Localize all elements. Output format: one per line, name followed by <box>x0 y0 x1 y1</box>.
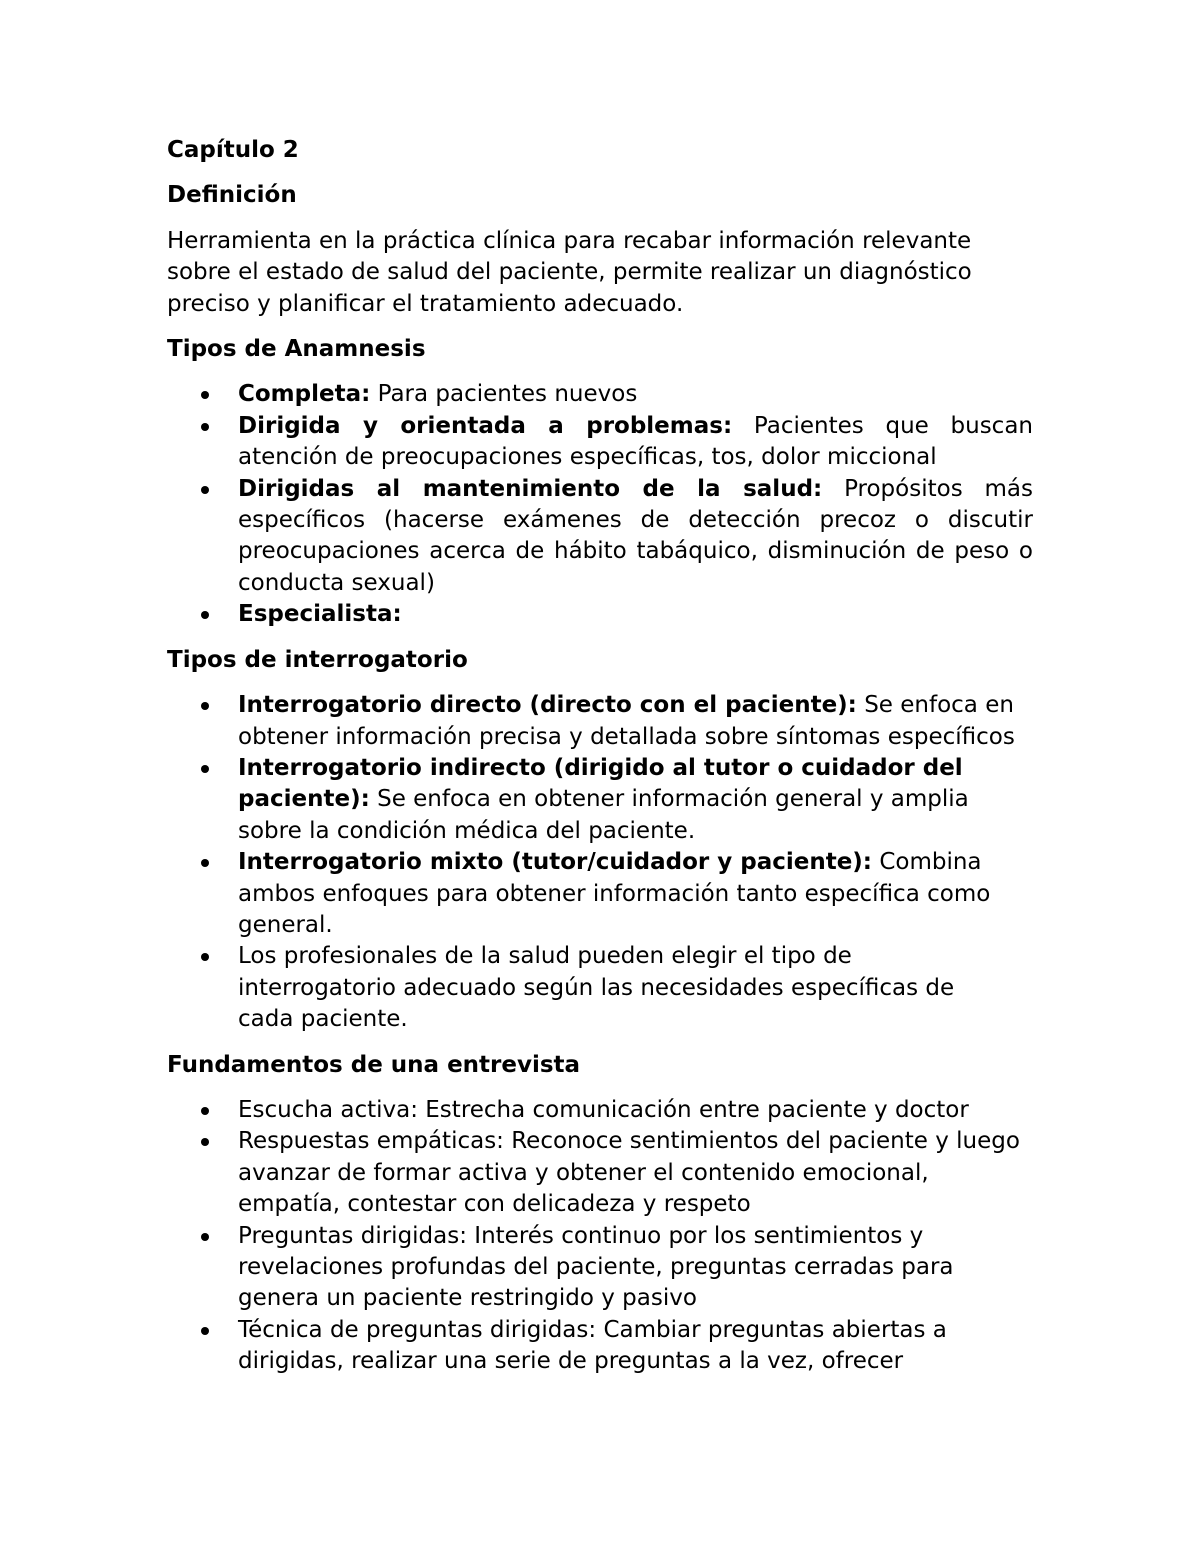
item-term: Interrogatorio indirecto (dirigido al tutor o cuidador del paciente): <box>238 754 963 813</box>
chapter-title: Capítulo 2 <box>167 137 299 163</box>
definition-heading: Definición <box>167 182 297 209</box>
list-item <box>167 847 1033 941</box>
item-text: Los profesionales de la salud pueden elegir el tipo de interrogatorio adecuado según las necesidades específicas de cada paciente. <box>238 943 955 1033</box>
entrevista-list <box>167 1095 1033 1378</box>
item-term: Dirigida y orientada a problemas: <box>238 412 733 439</box>
item-term: Interrogatorio mixto (tutor/cuidador y paciente): <box>238 849 873 876</box>
list-item <box>167 690 1033 753</box>
item-text: Para pacientes nuevos <box>370 381 638 408</box>
list-item <box>167 411 1033 474</box>
interrogatorio-list <box>167 690 1033 1035</box>
document-page <box>167 135 1033 1392</box>
list-item: Escucha activa: Estrecha comunicación entre paciente y doctor <box>167 1095 1033 1126</box>
list-item <box>167 753 1033 847</box>
item-term: Dirigidas al mantenimiento de la salud: <box>238 475 823 502</box>
list-item <box>167 599 1033 630</box>
list-item <box>167 474 1033 600</box>
entrevista-heading: Fundamentos de una entrevista <box>167 1051 581 1078</box>
anamnesis-list <box>167 379 1033 630</box>
list-item <box>167 941 1033 1035</box>
item-text: Pacientes que buscan atención de preocupaciones específicas, tos, dolor miccional <box>238 412 1033 471</box>
item-term: Especialista: <box>238 601 402 628</box>
definition-text: Herramienta en la práctica clínica para recabar información relevante sobre el estado de salud del paciente, permite realizar un diagnóstico preciso y planificar el tratamiento adecuado. <box>167 227 972 317</box>
list-item: Preguntas dirigidas: Interés continuo por los sentimientos y revelaciones profundas del paciente, preguntas cerradas para genera un paciente restringido y pasivo <box>167 1221 1033 1315</box>
item-text: Combina ambos enfoques para obtener información tanto específica como general. <box>238 849 991 938</box>
list-item: Técnica de preguntas dirigidas: Cambiar preguntas abiertas a dirigidas, realizar una serie de preguntas a la vez, ofrecer <box>167 1315 1033 1378</box>
item-text: Propósitos más específicos (hacerse exámenes de detección precoz o discutir preocupaciones acerca de hábito tabáquico, disminución de peso o conducta sexual) <box>238 475 1033 596</box>
item-text: Se enfoca en obtener información precisa y detallada sobre síntomas específicos <box>238 692 1015 750</box>
anamnesis-heading: Tipos de Anamnesis <box>167 336 426 363</box>
item-term: Interrogatorio directo (directo con el paciente): <box>238 692 857 719</box>
interrogatorio-heading: Tipos de interrogatorio <box>167 646 468 673</box>
item-term: Completa: <box>238 381 371 408</box>
list-item: Respuestas empáticas: Reconoce sentimientos del paciente y luego avanzar de formar activa y obtener el contenido emocional, empatía, contestar con delicadeza y respeto <box>167 1126 1033 1220</box>
item-text: Se enfoca en obtener información general y amplia sobre la condición médica del paciente. <box>238 786 969 844</box>
list-item <box>167 379 1033 410</box>
